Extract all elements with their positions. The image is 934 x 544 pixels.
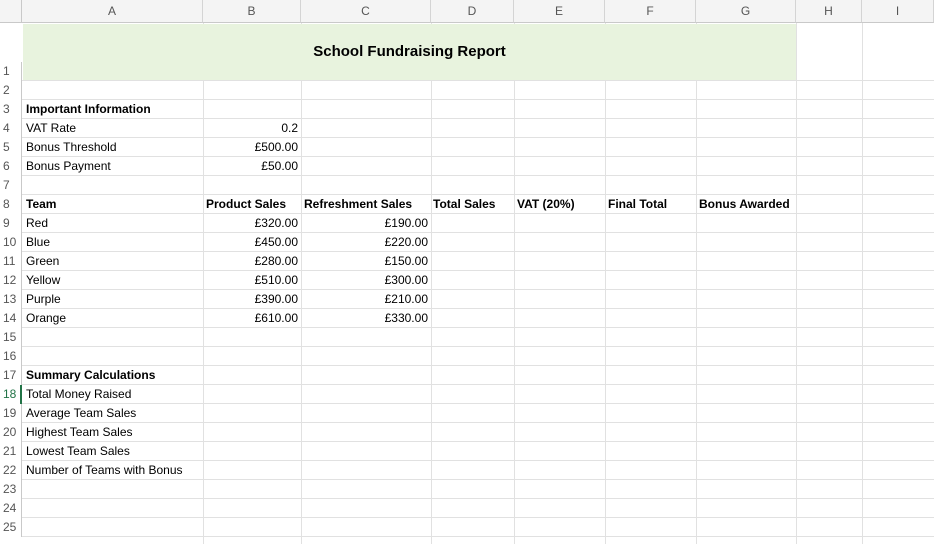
row-header-16[interactable]: 16 — [0, 347, 22, 366]
header-bonus-awarded[interactable]: Bonus Awarded — [699, 197, 790, 211]
team-name[interactable]: Orange — [26, 311, 67, 325]
refreshment-sales-cell[interactable]: £210.00 — [384, 292, 428, 306]
row-header-24[interactable]: 24 — [0, 499, 22, 518]
bonus-threshold-label[interactable]: Bonus Threshold — [26, 140, 117, 154]
product-sales-cell[interactable]: £450.00 — [254, 235, 298, 249]
row-header-25[interactable]: 25 — [0, 518, 22, 537]
info-heading[interactable]: Important Information — [26, 102, 151, 116]
row-header-12[interactable]: 12 — [0, 271, 22, 290]
vat-rate-value[interactable]: 0.2 — [281, 121, 298, 135]
summary-item[interactable]: Number of Teams with Bonus — [26, 463, 183, 477]
row-header-22[interactable]: 22 — [0, 461, 22, 480]
row-header-23[interactable]: 23 — [0, 480, 22, 499]
row-header-2[interactable]: 2 — [0, 81, 22, 100]
refreshment-sales-cell[interactable]: £190.00 — [384, 216, 428, 230]
team-name[interactable]: Yellow — [26, 273, 61, 287]
row-header-15[interactable]: 15 — [0, 328, 22, 347]
column-header-g[interactable]: G — [696, 0, 796, 23]
report-title[interactable]: School Fundraising Report — [313, 43, 506, 60]
summary-item[interactable]: Total Money Raised — [26, 387, 132, 401]
row-header-20[interactable]: 20 — [0, 423, 22, 442]
row-header-10[interactable]: 10 — [0, 233, 22, 252]
summary-heading[interactable]: Summary Calculations — [26, 368, 156, 382]
row-header-14[interactable]: 14 — [0, 309, 22, 328]
product-sales-cell[interactable]: £320.00 — [254, 216, 298, 230]
column-header-i[interactable]: I — [862, 0, 934, 23]
row-header-17[interactable]: 17 — [0, 366, 22, 385]
row-header-9[interactable]: 9 — [0, 214, 22, 233]
team-name[interactable]: Purple — [26, 292, 61, 306]
product-sales-cell[interactable]: £610.00 — [254, 311, 298, 325]
row-header-21[interactable]: 21 — [0, 442, 22, 461]
refreshment-sales-cell[interactable]: £220.00 — [384, 235, 428, 249]
summary-item[interactable]: Average Team Sales — [26, 406, 137, 420]
column-header-f[interactable]: F — [605, 0, 696, 23]
column-header-a[interactable]: A — [22, 0, 203, 23]
column-header-h[interactable]: H — [796, 0, 862, 23]
row-header-3[interactable]: 3 — [0, 100, 22, 119]
header-vat[interactable]: VAT (20%) — [517, 197, 575, 211]
header-total-sales[interactable]: Total Sales — [433, 197, 496, 211]
product-sales-cell[interactable]: £280.00 — [254, 254, 298, 268]
row-header-13[interactable]: 13 — [0, 290, 22, 309]
refreshment-sales-cell[interactable]: £150.00 — [384, 254, 428, 268]
row-header-1[interactable]: 1 — [0, 62, 22, 81]
column-header-d[interactable]: D — [431, 0, 514, 23]
header-final-total[interactable]: Final Total — [608, 197, 668, 211]
product-sales-cell[interactable]: £390.00 — [254, 292, 298, 306]
bonus-payment-value[interactable]: £50.00 — [261, 159, 298, 173]
team-name[interactable]: Green — [26, 254, 60, 268]
team-name[interactable]: Blue — [26, 235, 51, 249]
column-header-e[interactable]: E — [514, 0, 605, 23]
bonus-threshold-value[interactable]: £500.00 — [254, 140, 298, 154]
refreshment-sales-cell[interactable]: £300.00 — [384, 273, 428, 287]
row-header-6[interactable]: 6 — [0, 157, 22, 176]
summary-item[interactable]: Highest Team Sales — [26, 425, 133, 439]
team-name[interactable]: Red — [26, 216, 49, 230]
row-header-19[interactable]: 19 — [0, 404, 22, 423]
product-sales-cell[interactable]: £510.00 — [254, 273, 298, 287]
row-header-4[interactable]: 4 — [0, 119, 22, 138]
bonus-payment-label[interactable]: Bonus Payment — [26, 159, 111, 173]
row-header-8[interactable]: 8 — [0, 195, 22, 214]
summary-item[interactable]: Lowest Team Sales — [26, 444, 130, 458]
column-header-b[interactable]: B — [203, 0, 301, 23]
row-header-11[interactable]: 11 — [0, 252, 22, 271]
header-product-sales[interactable]: Product Sales — [206, 197, 287, 211]
row-header-5[interactable]: 5 — [0, 138, 22, 157]
vat-rate-label[interactable]: VAT Rate — [26, 121, 77, 135]
refreshment-sales-cell[interactable]: £330.00 — [384, 311, 428, 325]
header-team[interactable]: Team — [26, 197, 57, 211]
select-all-corner[interactable] — [0, 0, 22, 23]
column-header-c[interactable]: C — [301, 0, 431, 23]
header-refreshment-sales[interactable]: Refreshment Sales — [304, 197, 413, 211]
row-header-18[interactable]: 18 — [0, 385, 22, 404]
row-header-7[interactable]: 7 — [0, 176, 22, 195]
